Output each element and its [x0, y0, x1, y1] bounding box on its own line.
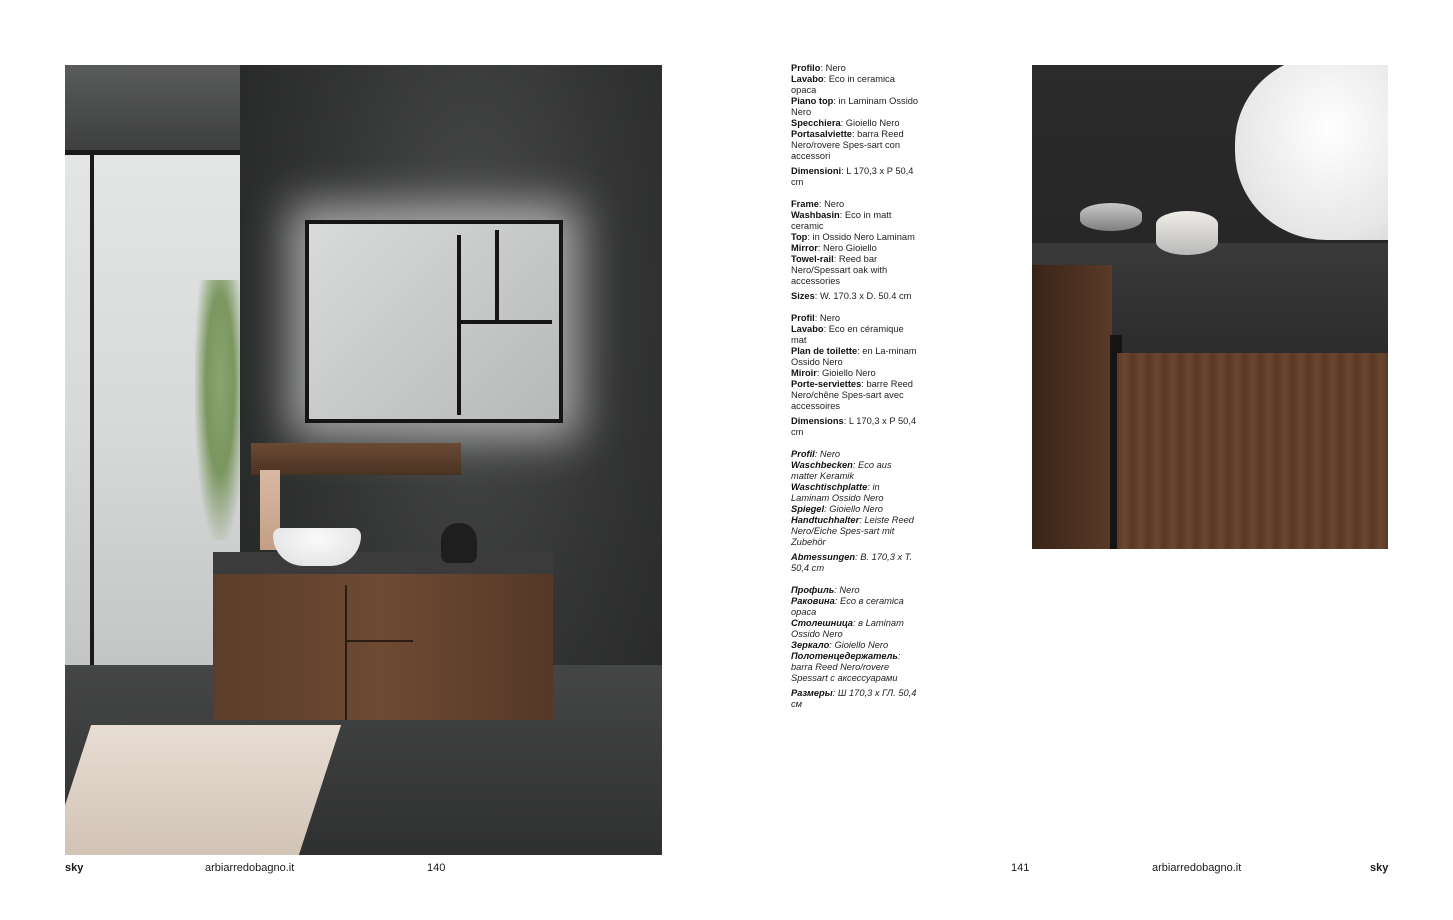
- spec-dimensions: Sizes: W. 170.3 x D. 50.4 cm: [791, 291, 912, 301]
- spec-dimensions: Abmessungen: B. 170,3 x T. 50,4 cm: [791, 552, 913, 573]
- climbing-plant: [195, 280, 245, 540]
- spec-row: Waschtischplatte: in Laminam Ossido Nero: [791, 482, 884, 503]
- washbasin: [1235, 65, 1388, 240]
- spec-row: Frame: Nero: [791, 199, 845, 209]
- spec-row: Профиль: Nero: [791, 585, 860, 595]
- cabinet-seam: [345, 585, 347, 720]
- spec-block-en: [791, 199, 919, 302]
- wood-cabinet-front: [1117, 353, 1388, 549]
- spec-row: Зеркало: Gioiello Nero: [791, 640, 889, 650]
- footer-website-left[interactable]: arbiarredobagno.it: [205, 862, 295, 874]
- spec-row: Spiegel: Gioiello Nero: [791, 504, 883, 514]
- spec-row: Profil: Nero: [791, 449, 841, 459]
- spec-row: Раковина: Eco в ceramica opaca: [791, 596, 904, 617]
- page-number-left: 140: [427, 862, 446, 874]
- wood-vanity-cabinet: [213, 572, 553, 720]
- spec-dimensions: Dimensions: L 170,3 x P 50,4 cm: [791, 416, 917, 437]
- footer-brand-right: sky: [1370, 862, 1389, 874]
- washbasin: [273, 528, 361, 566]
- spec-row: Lavabo: Eco en céramique mat: [791, 324, 904, 345]
- spec-row: Waschbecken: Eco aus matter Keramik: [791, 460, 892, 481]
- spec-row: Полотенцедержатель: barra Reed Nero/rovere Spessart с аксессуарами: [791, 651, 901, 683]
- detail-photo: [1032, 65, 1388, 549]
- spec-row: Washbasin: Eco in matt ceramic: [791, 210, 892, 231]
- spec-row: Portasalviette: barra Reed Nero/rovere Spes-sart con accessori: [791, 129, 904, 161]
- spec-row: Mirror: Nero Gioiello: [791, 243, 877, 253]
- spec-row: Profil: Nero: [791, 313, 841, 323]
- spec-row: Piano top: in Laminam Ossido Nero: [791, 96, 919, 117]
- wood-panel: [1032, 265, 1112, 549]
- cabinet-seam: [347, 640, 413, 642]
- spec-row: Lavabo: Eco in ceramica opaca: [791, 74, 895, 95]
- spec-row: Handtuchhalter: Leiste Reed Nero/Eiche Spes-sart mit Zubehör: [791, 515, 914, 547]
- spec-row: Miroir: Gioiello Nero: [791, 368, 876, 378]
- footer-website-right[interactable]: arbiarredobagno.it: [1152, 862, 1242, 874]
- spec-row: Porte-serviettes: barre Reed Nero/chêne Spes-sart avec accessoires: [791, 379, 913, 411]
- window-frame: [90, 150, 94, 720]
- mirror-divider: [457, 320, 552, 324]
- spec-block-ru: [791, 585, 919, 710]
- spec-row: Столешница: в Laminam Ossido Nero: [791, 618, 904, 639]
- spec-dimensions: Размеры: Ш 170,3 x ГЛ. 50,4 см: [791, 688, 917, 709]
- spec-block-fr: [791, 313, 919, 438]
- towel-rail-shelf: [251, 443, 461, 475]
- spec-row: Specchiera: Gioiello Nero: [791, 118, 900, 128]
- metal-jar: [1080, 203, 1142, 231]
- mirror-divider: [495, 230, 499, 320]
- spec-row: Top: in Ossido Nero Laminam: [791, 232, 915, 242]
- black-vase: [441, 523, 477, 563]
- mirror-divider: [457, 235, 461, 415]
- spec-dimensions: Dimensioni: L 170,3 x P 50,4 cm: [791, 166, 914, 187]
- spec-row: Towel-rail: Reed bar Nero/Spessart oak with accessories: [791, 254, 888, 286]
- rug: [65, 725, 341, 855]
- vanity-top: [213, 552, 553, 574]
- footer-brand-left: sky: [65, 862, 84, 874]
- bathroom-scene-photo: [65, 65, 662, 855]
- cream-jar: [1156, 211, 1218, 255]
- spec-block-it: [791, 63, 919, 188]
- specifications-column: [791, 63, 919, 721]
- spec-block-de: [791, 449, 919, 574]
- spec-row: Plan de toilette: en La-minam Ossido Nero: [791, 346, 917, 367]
- spec-row: Profilo: Nero: [791, 63, 846, 73]
- page-number-right: 141: [1011, 862, 1030, 874]
